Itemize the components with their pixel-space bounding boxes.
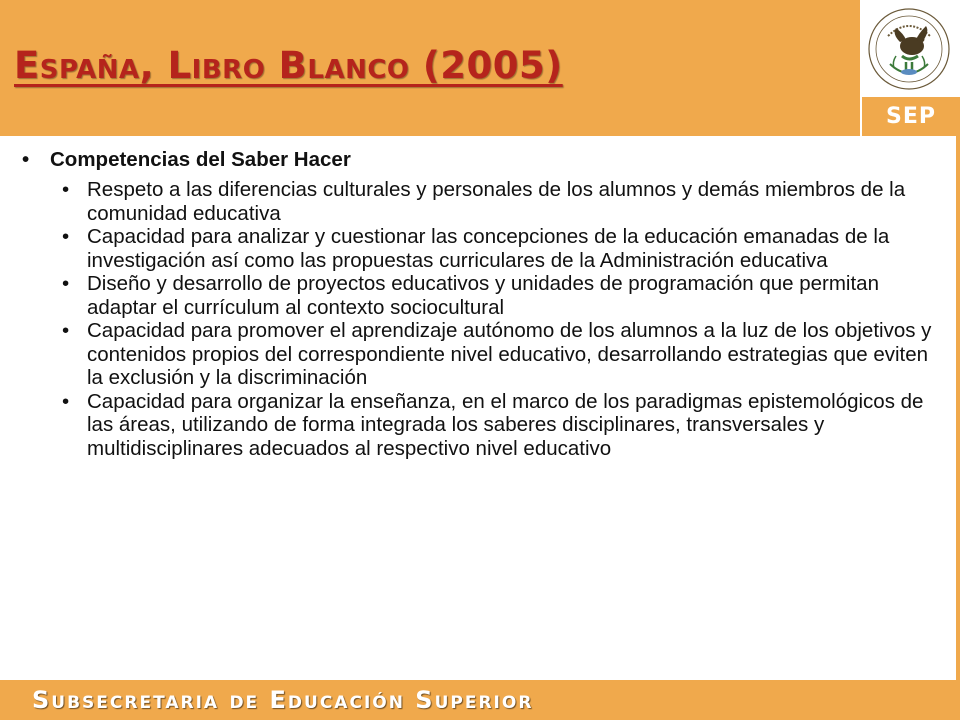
sep-label: SEP [886,104,936,129]
mexican-seal-icon [866,6,952,92]
footer-title: Subsecretaria de Educación Superior [32,686,534,714]
list-item [0,225,950,272]
bullet-icon: • [62,178,70,201]
right-accent-line [956,136,960,680]
logo-divider [856,0,860,136]
list-item [0,390,950,461]
slide-content [0,140,950,678]
list-item [0,319,950,390]
bullet-icon: • [62,272,70,295]
sep-badge [862,97,960,136]
bullet-icon: • [62,389,70,413]
list-item [0,178,950,225]
list-item-text: Respeto a las diferencias culturales y personales de los alumnos y demás miembros de la comunidad educativa [87,178,906,225]
bullet-icon: • [22,148,30,171]
header-bar [0,0,856,136]
list-item [0,272,950,319]
bullet-icon: • [62,319,70,342]
list-item-text: Capacidad para organizar la enseñanza, en el marco de los paradigmas epistemológicos de las áreas, utilizando de forma integrada los saberes disciplinares, transversales y multidisciplinares adecuados al respectivo nivel educativo [87,389,924,460]
section-heading: Competencias del Saber Hacer [50,148,351,171]
list-item-text: Diseño y desarrollo de proyectos educativos y unidades de programación que permitan adaptar el currículum al contexto sociocultural [87,272,879,319]
list-item-text: Capacidad para promover el aprendizaje autónomo de los alumnos a la luz de los objetivos y contenidos propios del correspondiente nivel educativo, desarrollando estrategias que eviten la exclusión y la discriminación [87,319,932,389]
bullet-icon: • [62,225,70,248]
slide-title: España, Libro Blanco (2005) [14,44,563,87]
footer-bar [0,680,960,720]
list-item-text: Capacidad para analizar y cuestionar las concepciones de la educación emanadas de la investigación así como las propuestas curriculares de la Administración educativa [87,225,890,272]
competency-list [0,178,950,460]
